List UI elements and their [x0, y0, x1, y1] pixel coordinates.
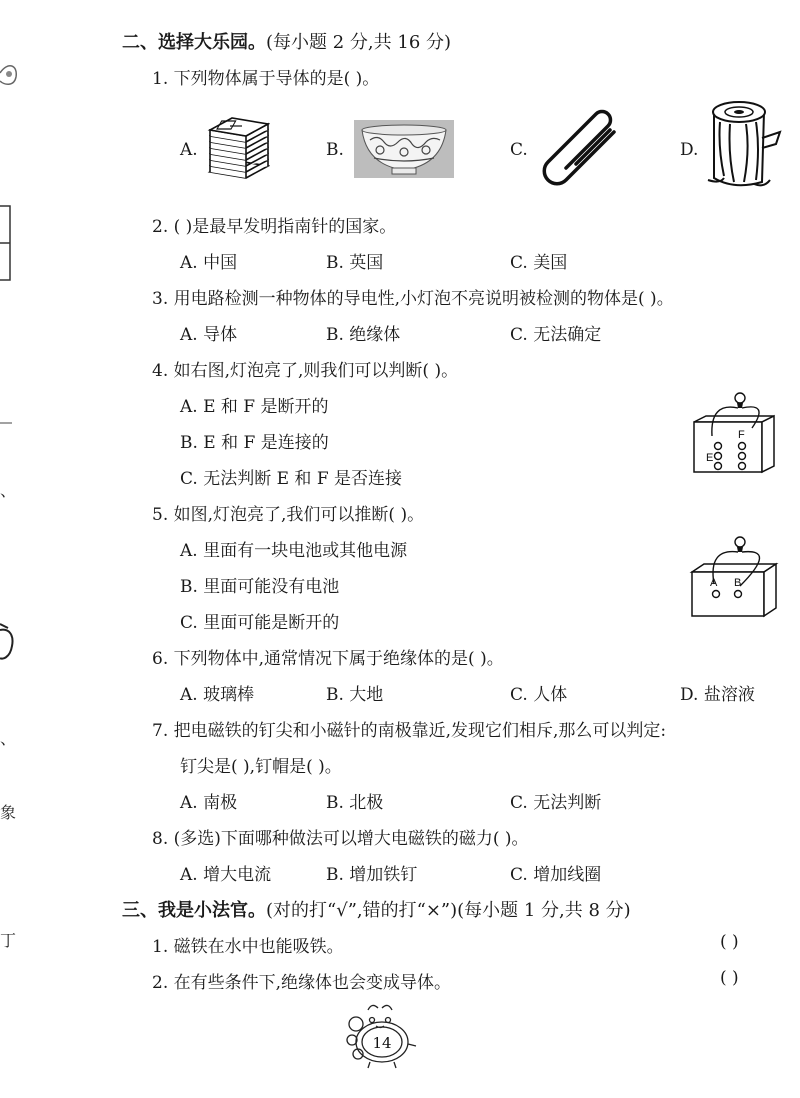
- judge-item-1: 1. 磁铁在水中也能吸铁。: [152, 937, 344, 957]
- margin-decoration: [0, 55, 22, 100]
- q4-option-b: B. E 和 F 是连接的: [180, 433, 329, 453]
- margin-char-2: 、: [0, 729, 17, 748]
- q2-option-c: C. 美国: [510, 253, 568, 273]
- q3-option-a: A. 导体: [180, 325, 238, 345]
- q6-option-d: D. 盐溶液: [680, 685, 755, 705]
- page-number: 14: [372, 1034, 392, 1052]
- margin-char-4: 丁: [0, 931, 17, 950]
- judge-item-2-bracket: ( ): [720, 968, 739, 988]
- question-8: 8. (多选)下面哪种做法可以增大电磁铁的磁力( )。: [152, 829, 529, 849]
- circuit-box-ab-figure: [688, 532, 784, 629]
- question-1: 1. 下列物体属于导体的是( )。: [152, 69, 380, 89]
- question-7-line2: 钉尖是( ),钉帽是( )。: [180, 757, 342, 777]
- section3-heading: [122, 896, 631, 922]
- margin-line: [0, 410, 14, 430]
- judge-item-2: 2. 在有些条件下,绝缘体也会变成导体。: [152, 973, 452, 993]
- section2-note: (每小题 2 分,共 16 分): [266, 32, 452, 53]
- question-3: 3. 用电路检测一种物体的导电性,小灯泡不亮说明被检测的物体是( )。: [152, 289, 674, 309]
- q6-option-b: B. 大地: [326, 685, 384, 705]
- q4-option-c: C. 无法判断 E 和 F 是否连接: [180, 469, 403, 489]
- question-7: 7. 把电磁铁的钉尖和小磁针的南极靠近,发现它们相斥,那么可以判定:: [152, 721, 667, 741]
- margin-char-1: 、: [0, 481, 17, 500]
- q8-option-b: B. 增加铁钉: [326, 865, 418, 885]
- q5-option-c: C. 里面可能是断开的: [180, 613, 340, 633]
- tree-stump-icon: [704, 98, 784, 197]
- q1-option-c: C.: [510, 140, 528, 160]
- q8-option-a: A. 增大电流: [180, 865, 272, 885]
- q7-option-a: A. 南极: [180, 793, 238, 813]
- book-stack-icon: [206, 110, 270, 187]
- section2-title: 二、选择大乐园。: [122, 32, 266, 53]
- q6-option-a: A. 玻璃棒: [180, 685, 255, 705]
- porcelain-bowl-icon: [354, 120, 454, 183]
- q3-option-c: C. 无法确定: [510, 325, 602, 345]
- q5-option-b: B. 里面可能没有电池: [180, 577, 340, 597]
- q4-option-a: A. E 和 F 是断开的: [180, 397, 329, 417]
- question-6: 6. 下列物体中,通常情况下属于绝缘体的是( )。: [152, 649, 504, 669]
- page-number-badge: [338, 1000, 420, 1075]
- section3-note: (对的打“√”,错的打“×”)(每小题 1 分,共 8 分): [266, 900, 631, 921]
- margin-box: [0, 205, 12, 286]
- q1-option-b: B.: [326, 140, 344, 160]
- figure-label-e: E: [706, 452, 714, 464]
- circuit-box-ef-figure: [690, 388, 782, 485]
- q7-option-b: B. 北极: [326, 793, 384, 813]
- margin-char-3: 象: [0, 803, 17, 822]
- q5-option-a: A. 里面有一块电池或其他电源: [180, 541, 408, 561]
- question-5: 5. 如图,灯泡亮了,我们可以推断( )。: [152, 505, 425, 525]
- q1-option-d: D.: [680, 140, 699, 160]
- figure-label-a: A: [710, 577, 718, 589]
- figure-label-f: F: [738, 429, 745, 441]
- q1-option-a: A.: [180, 140, 198, 160]
- q3-option-b: B. 绝缘体: [326, 325, 401, 345]
- figure-label-b: B: [734, 577, 742, 589]
- q6-option-c: C. 人体: [510, 685, 568, 705]
- q7-option-c: C. 无法判断: [510, 793, 602, 813]
- section3-title: 三、我是小法官。: [122, 900, 266, 921]
- section2-heading: [122, 28, 451, 54]
- question-2: 2. ( )是最早发明指南针的国家。: [152, 217, 397, 237]
- margin-circle: [0, 622, 14, 671]
- paper-clip-icon: [536, 108, 626, 193]
- q8-option-c: C. 增加线圈: [510, 865, 602, 885]
- q2-option-a: A. 中国: [180, 253, 238, 273]
- question-4: 4. 如右图,灯泡亮了,则我们可以判断( )。: [152, 361, 459, 381]
- judge-item-1-bracket: ( ): [720, 932, 739, 952]
- q2-option-b: B. 英国: [326, 253, 384, 273]
